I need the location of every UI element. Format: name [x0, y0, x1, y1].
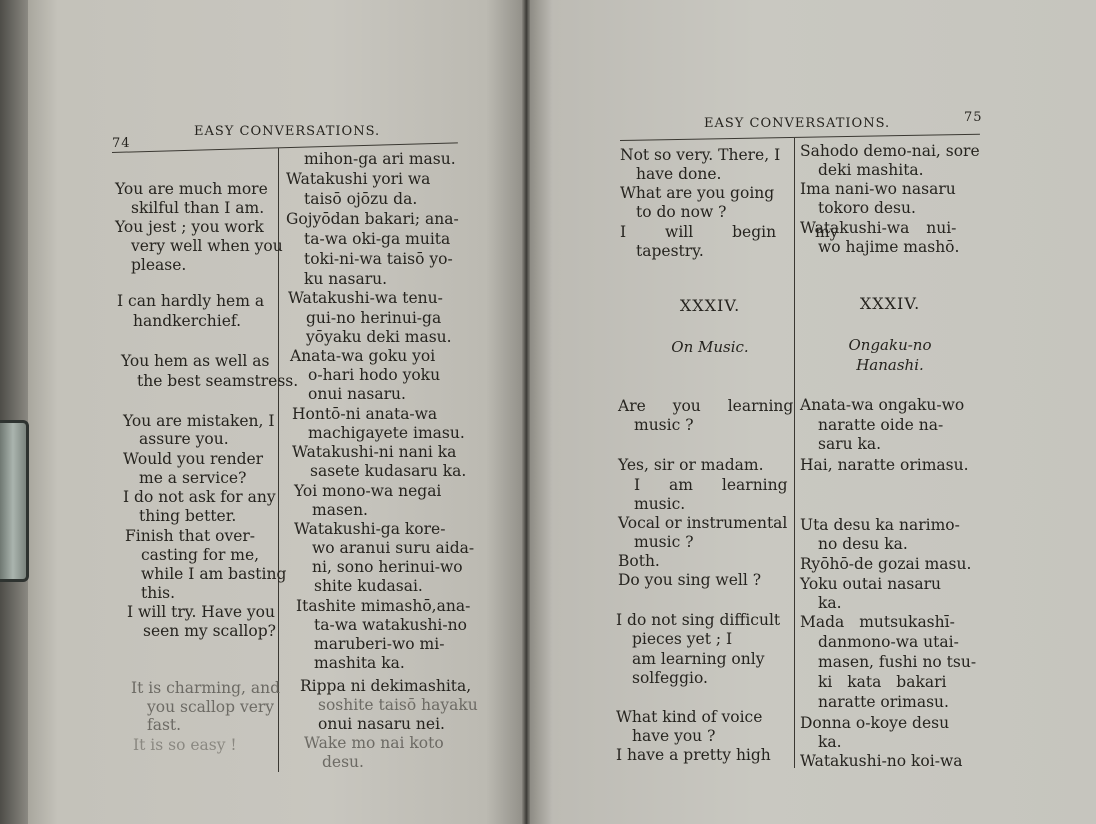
- text-line: very well when you: [131, 237, 283, 255]
- section-number-japanese: XXXIV.: [859, 294, 921, 313]
- text-line: wo aranui suru aida-: [312, 539, 475, 557]
- text-line: What are you going: [620, 184, 775, 202]
- text-line: yōyaku deki masu.: [306, 328, 452, 346]
- text-line: You jest ; you work: [115, 218, 264, 236]
- text-line: You hem as well as: [121, 352, 270, 370]
- text-line: Are you learning: [618, 397, 794, 415]
- text-line: ki kata bakari: [818, 673, 947, 691]
- text-line: naratte oide na-: [818, 416, 944, 434]
- text-line: ka.: [818, 733, 842, 751]
- text-line: Rippa ni dekimashita,: [300, 677, 472, 695]
- text-line: tokoro desu.: [818, 199, 916, 217]
- text-line: Ima nani-wo nasaru: [800, 180, 956, 198]
- text-line: Do you sing well ?: [618, 571, 762, 589]
- text-line: Yoku outai nasaru: [800, 575, 941, 593]
- text-line: Gojyōdan bakari; ana-: [286, 210, 459, 228]
- text-line: Watakushi-ga kore-: [294, 520, 446, 538]
- text-line: Wake mo nai koto: [304, 734, 444, 752]
- text-line: mihon-ga ari masu.: [304, 150, 456, 168]
- text-line: masen.: [312, 501, 368, 519]
- right-page-number: 75: [964, 110, 983, 125]
- section-title-japanese-line1: Ongaku-no: [848, 336, 932, 354]
- text-line: Yoi mono-wa negai: [294, 482, 442, 500]
- text-line: saru ka.: [818, 435, 882, 453]
- text-line: Hontō-ni anata-wa: [292, 405, 438, 423]
- text-line: music ?: [634, 416, 694, 434]
- text-line: casting for me,: [141, 546, 260, 564]
- text-line: Watakushi-no koi-wa: [800, 752, 963, 770]
- text-line: Uta desu ka narimo-: [800, 516, 960, 534]
- text-line: gui-no herinui-ga: [306, 309, 442, 327]
- text-line: ta-wa watakushi-no: [314, 616, 467, 634]
- text-line: o-hari hodo yoku: [308, 366, 441, 384]
- text-line: soshite taisō hayaku: [318, 696, 478, 714]
- text-line: Watakushi yori wa: [286, 170, 431, 188]
- text-line: seen my scallop?: [143, 622, 276, 640]
- text-line: I am learning: [634, 476, 788, 494]
- text-line: Both.: [618, 552, 660, 570]
- text-line: Not so very. There, I: [620, 146, 781, 164]
- text-line: handkerchief.: [133, 312, 242, 330]
- text-line: solfeggio.: [632, 669, 708, 687]
- left-running-head: EASY CONVERSATIONS.: [194, 124, 381, 139]
- text-line: pieces yet ; I: [632, 630, 733, 648]
- text-line: Watakushi-wa nui-: [800, 219, 957, 237]
- text-line: you scallop very: [147, 698, 275, 716]
- text-line: ni, sono herinui-wo: [312, 558, 463, 576]
- text-line: It is charming, and: [131, 679, 280, 697]
- text-line: have done.: [636, 165, 722, 183]
- text-line: I do not sing difficult: [616, 611, 781, 629]
- text-line: shite kudasai.: [314, 577, 423, 595]
- section-number-english: XXXIV.: [679, 296, 741, 315]
- text-line: Yes, sir or madam.: [618, 456, 764, 474]
- right-page: [530, 0, 1096, 824]
- text-line: You are much more: [115, 180, 268, 198]
- text-line: me a service?: [139, 469, 247, 487]
- text-line: Itashite mimashō,ana-: [296, 597, 471, 615]
- text-line: music.: [634, 495, 686, 513]
- text-line: tapestry.: [636, 242, 704, 260]
- text-line: Watakushi-ni nani ka: [292, 443, 457, 461]
- text-line: thing better.: [139, 507, 237, 525]
- text-line: Finish that over-: [125, 527, 256, 545]
- text-line: Hai, naratte orimasu.: [800, 456, 969, 474]
- text-line: I do not ask for any: [123, 488, 276, 506]
- text-line: taisō ojōzu da.: [304, 190, 418, 208]
- text-line: fast.: [147, 716, 182, 734]
- text-line: to do now ?: [636, 203, 727, 221]
- text-line: toki-ni-wa taisō yo-: [304, 250, 453, 268]
- text-line: please.: [131, 256, 187, 274]
- right-running-head: EASY CONVERSATIONS.: [704, 116, 891, 131]
- text-line: wo hajime mashō.: [818, 238, 960, 256]
- page-stack-edge: [0, 0, 30, 824]
- text-line: am learning only: [632, 650, 765, 668]
- text-line: while I am basting: [141, 565, 287, 583]
- text-line: ka.: [818, 594, 842, 612]
- text-line: ku nasaru.: [304, 270, 388, 288]
- left-page: [28, 0, 526, 824]
- section-title-english: On Music.: [671, 338, 749, 356]
- text-line: deki mashita.: [818, 161, 924, 179]
- text-line: Donna o-koye desu: [800, 714, 950, 732]
- right-header-rule: [620, 134, 980, 141]
- text-line: onui nasaru nei.: [318, 715, 445, 733]
- text-line: mashita ka.: [314, 654, 405, 672]
- text-line: Anata-wa goku yoi: [290, 347, 436, 365]
- text-line: Anata-wa ongaku-wo: [800, 396, 965, 414]
- text-line: the best seamstress.: [137, 372, 299, 390]
- text-line: I can hardly hem a: [117, 292, 265, 310]
- text-line: no desu ka.: [818, 535, 908, 553]
- text-line: Ryōhō-de gozai masu.: [800, 555, 972, 573]
- text-line: naratte orimasu.: [818, 693, 949, 711]
- text-line: music ?: [634, 533, 694, 551]
- text-line: You are mistaken, I: [123, 412, 275, 430]
- text-line: assure you.: [139, 430, 229, 448]
- text-line: What kind of voice: [616, 708, 763, 726]
- text-line: Watakushi-wa tenu-: [288, 289, 443, 307]
- text-line: Sahodo demo-nai, sore: [800, 142, 980, 160]
- text-line: I will try. Have you: [127, 603, 275, 621]
- text-line: maruberi-wo mi-: [314, 635, 445, 653]
- text-line: machigayete imasu.: [308, 424, 465, 442]
- text-line: skilful than I am.: [131, 199, 265, 217]
- text-line: sasete kudasaru ka.: [310, 462, 467, 480]
- text-line: desu.: [322, 753, 364, 771]
- text-line: masen, fushi no tsu-: [818, 653, 977, 671]
- book-clip: [0, 420, 29, 582]
- text-line: this.: [141, 584, 176, 602]
- text-line: danmono-wa utai-: [818, 633, 959, 651]
- text-line: onui nasaru.: [308, 385, 406, 403]
- text-line: I have a pretty high: [616, 746, 771, 764]
- text-line: ta-wa oki-ga muita: [304, 230, 451, 248]
- text-line: Would you render: [123, 450, 264, 468]
- left-page-number: 74: [112, 136, 131, 151]
- text-line: have you ?: [632, 727, 716, 745]
- section-title-japanese-line2: Hanashi.: [856, 356, 924, 374]
- text-line: I will begin my: [620, 223, 839, 241]
- text-line: Mada mutsukashī-: [800, 613, 955, 631]
- text-line: Vocal or instrumental: [618, 514, 788, 532]
- text-line: It is so easy !: [133, 736, 237, 754]
